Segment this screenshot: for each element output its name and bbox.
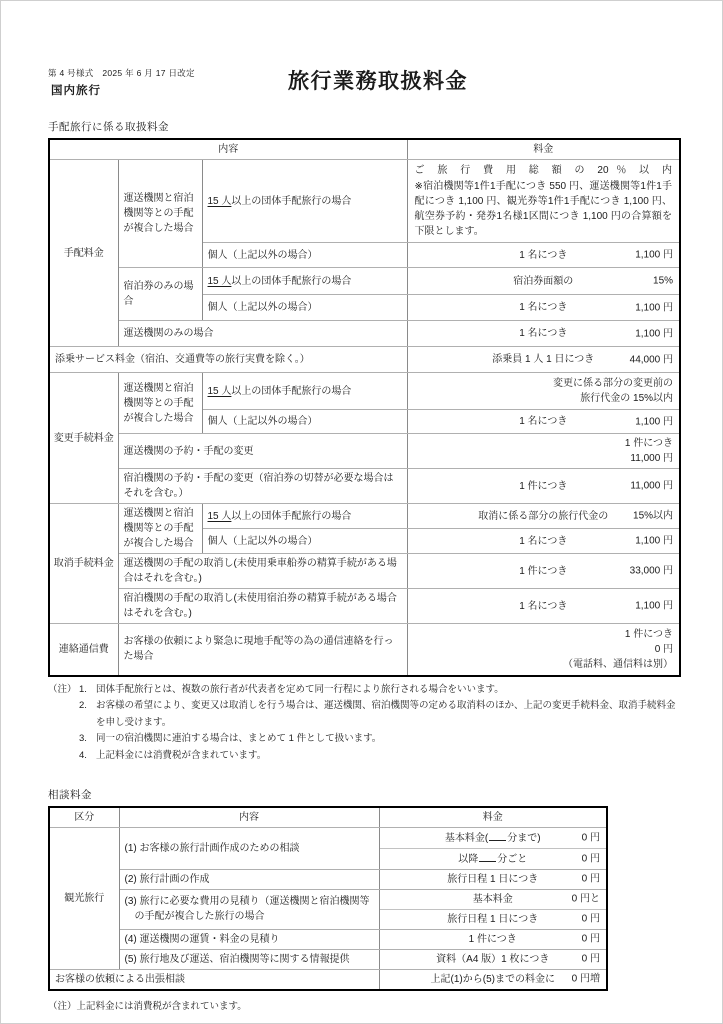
group15-rest: 以上の団体手配旅行の場合: [231, 510, 352, 522]
fee-unit: 1 名につき: [519, 416, 568, 427]
item-2-label: (2) 旅行計画の作成: [119, 869, 379, 889]
fee-cancel-ind: [407, 529, 680, 554]
note-item: [48, 748, 679, 765]
sub-transport-only: 運送機関のみの場合: [118, 321, 407, 347]
fee-amount: 1,100 円: [635, 416, 674, 427]
table-row: [49, 949, 607, 969]
item-3-label: (3) 旅行に必要な費用の見積り（運送機関と宿泊機関等 の手配が複合した旅行の場合: [119, 889, 379, 929]
table-row: [49, 827, 607, 869]
case-individual: 個人（上記以外の場合）: [202, 243, 407, 268]
domestic-travel-label: 国内旅行: [51, 85, 101, 97]
document-header: [48, 67, 679, 113]
note-text: 団体手配旅行とは、複数の旅行者が代表者を定めて同一行程により旅行される場合をいいます。: [96, 683, 504, 695]
fee-amount: 0 円と: [571, 893, 600, 905]
note-number: 3.: [79, 733, 87, 745]
form-revision-line: 第 4 号様式 2025 年 6 月 17 日改定: [48, 68, 195, 78]
fee-line: [380, 848, 607, 869]
sub-combined: 運送機関と宿泊機関等との手配が複合した場合: [118, 160, 202, 268]
fee-amount: 33,000 円: [629, 565, 674, 577]
table-row: [49, 160, 680, 243]
blank-underline: [479, 851, 496, 862]
header-fee: 料金: [407, 139, 680, 160]
note-text: 同一の宿泊機関に連泊する場合は、まとめて 1 件として扱います。: [96, 733, 382, 745]
fee-cancel-lodging: [407, 589, 680, 624]
fee-line: [380, 828, 607, 848]
case-individual: 個人（上記以外の場合）: [202, 295, 407, 321]
table-row: [49, 321, 680, 347]
fee-item-5: [379, 949, 607, 969]
fee-amount: 0 円: [654, 643, 674, 655]
page-content: [48, 67, 679, 1012]
fee-henko-ind: [407, 410, 680, 434]
fee-transport-only: [407, 321, 680, 347]
header-naiyo: 内容: [119, 807, 379, 828]
fee-amount: 1,100 円: [635, 535, 674, 547]
fee-line: [380, 909, 607, 929]
fee-amount: 1,100 円: [635, 600, 674, 612]
note-prefix: （注）: [48, 683, 77, 695]
fee-line: [380, 890, 607, 909]
sub-cancel-transport: 運送機関の手配の取消し(未使用乗車船券の精算手続がある場合はそれを含む。): [118, 554, 407, 589]
fee-henko-group: [407, 373, 680, 410]
case-group15: [202, 160, 407, 243]
fee-amount: 0 円: [581, 873, 600, 885]
fee-amount: 1,100 円: [635, 328, 674, 339]
fee-amount: 44,000 円: [629, 354, 674, 365]
fee-cancel-group: [407, 504, 680, 529]
table-row: [49, 554, 680, 589]
fee-renraku: [407, 624, 680, 676]
sub-cancel-lodging: 宿泊機関の手配の取消し(未使用宿泊券の精算手続がある場合はそれを含む。): [118, 589, 407, 624]
sub-lodging-only: 宿泊券のみの場合: [118, 268, 202, 321]
fee-onsite-consult: [379, 969, 607, 990]
table-row: [49, 373, 680, 410]
note-number: 4.: [79, 750, 87, 761]
category-tenjo: 添乗サービス料金（宿泊、交通費等の旅行実費を除く。）: [49, 347, 407, 373]
fee-unit: 1 件につき: [519, 565, 568, 577]
onsite-consult-label: お客様の依頼による出張相談: [49, 969, 379, 990]
fee-unit: 旅行日程 1 日につき: [447, 873, 539, 885]
fee-amount: 0 円: [581, 953, 600, 965]
fee-unit: 旅行日程 1 日につき: [447, 913, 539, 925]
table-row: [49, 807, 607, 828]
fee-lodging-group: [407, 268, 680, 295]
fee-item-2: [379, 869, 607, 889]
fee-unit: 1 件につき: [468, 933, 517, 945]
category-tehai: 手配料金: [49, 160, 118, 347]
table-row: [49, 589, 680, 624]
case-group15: [202, 504, 407, 529]
fee-unit: 上記(1)から(5)までの料金に: [430, 973, 555, 985]
fee-tehai-group-line1: ご 旅 行 費 用 総 額 の 20 ％ 以 内: [414, 165, 673, 176]
sub-combined: 運送機関と宿泊機関等との手配が複合した場合: [118, 373, 202, 434]
fee-amount: 15%: [653, 275, 674, 287]
category-torikeshi: 取消手続料金: [49, 504, 118, 624]
header-content: 内容: [49, 139, 407, 160]
note-item: [48, 682, 679, 699]
fee-amount: 0 円: [581, 853, 600, 865]
fee-amount: 11,000 円: [630, 480, 674, 492]
note-number: 2.: [79, 700, 87, 712]
fee-cancel-transport: [407, 554, 680, 589]
fee-line: 1 件につき: [624, 438, 674, 449]
note-item: [48, 731, 679, 748]
fee-unit: 1 名につき: [519, 302, 568, 313]
fee-line: 旅行代金の 15%以内: [580, 393, 674, 404]
section1-title: 手配旅行に係る取扱料金: [48, 121, 169, 133]
sub-henko-lodging: 宿泊機関の予約・手配の変更（宿泊券の切替が必要な場合はそれを含む。）: [118, 469, 407, 504]
fee-tehai-group: [407, 160, 680, 243]
fee-line: 変更に係る部分の変更前の: [553, 378, 674, 389]
fee-unit: 1 件につき: [519, 480, 568, 492]
case-group15: [202, 268, 407, 295]
fee-unit: 添乗員 1 人 1 日につき: [492, 354, 595, 365]
table-row: [49, 969, 607, 990]
fee-henko-transport: [407, 434, 680, 469]
group15-underlined: 15 人: [207, 510, 232, 522]
table-row: [49, 889, 607, 929]
fee-unit: 基本料金: [472, 893, 513, 905]
blank-underline: [489, 830, 506, 841]
fee-tehai-group-note: ※宿泊機関等1件1手配につき 550 円、運送機関等1件1手配につき 1,100 円、観光券等1件1手配につき 1,100 円、航空券予約・発券1名様1区間につき 1,100 円の合算額を下限とします。: [414, 181, 673, 237]
item-4-label: (4) 運送機関の運賃・料金の見積り: [119, 929, 379, 949]
table-row: [49, 347, 680, 373]
fee-unit: 以降 分ごと: [458, 854, 527, 865]
fee-unit: 取消に係る部分の旅行代金の: [478, 510, 609, 522]
case-group15: [202, 373, 407, 410]
group15-rest: 以上の団体手配旅行の場合: [231, 275, 352, 287]
group15-rest: 以上の団体手配旅行の場合: [231, 385, 352, 397]
table-row: [49, 929, 607, 949]
table-row: [49, 624, 680, 676]
fee-henko-lodging: [407, 469, 680, 504]
fee-amount: 11,000 円: [630, 453, 674, 464]
header-kubun: 区分: [49, 807, 119, 828]
table-row: [49, 139, 680, 160]
fee-amount: 0 円増: [571, 973, 600, 985]
fee-unit: 1 名につき: [519, 600, 568, 612]
category-renraku: 連絡通信費: [49, 624, 118, 676]
fee-amount: 0 円: [581, 933, 600, 945]
case-individual: 個人（上記以外の場合）: [202, 529, 407, 554]
fee-amount: 0 円: [581, 913, 600, 925]
fee-amount: 1,100 円: [635, 249, 674, 261]
group15-rest: 以上の団体手配旅行の場合: [231, 195, 352, 207]
fee-lodging-ind: [407, 295, 680, 321]
note-text: 上記料金には消費税が含まれています。: [96, 750, 267, 761]
group15-underlined: 15 人: [207, 385, 232, 397]
fee-item-1: [379, 827, 607, 869]
table-row: [49, 268, 680, 295]
table-row: [49, 434, 680, 469]
case-individual: 個人（上記以外の場合）: [202, 410, 407, 434]
fee-amount: 15%以内: [633, 510, 674, 522]
table-row: [49, 869, 607, 889]
fee-item-3: [379, 889, 607, 929]
item-5-label: (5) 旅行地及び運送、宿泊機関等に関する情報提供: [119, 949, 379, 969]
notes-list: [48, 682, 679, 765]
fee-amount: 1,100 円: [635, 302, 674, 313]
note-item: [48, 698, 679, 731]
category-henko: 変更手続料金: [49, 373, 118, 504]
handling-fee-table: [48, 138, 681, 677]
sub-renraku-case: お客様の依頼により緊急に現地手配等の為の通信連絡を行った場合: [118, 624, 407, 676]
group15-underlined: 15 人: [207, 195, 232, 207]
table-row: [49, 469, 680, 504]
fee-unit: 資料（A4 版）1 枚につき: [436, 953, 550, 965]
section2-title: 相談料金: [48, 788, 92, 801]
fee-line: 1 件につき: [624, 628, 674, 640]
note-number: 1.: [79, 683, 87, 695]
page-title: 旅行業務取扱料金: [288, 70, 468, 93]
sub-henko-transport: 運送機関の予約・手配の変更: [118, 434, 407, 469]
fee-unit: 1 名につき: [519, 328, 568, 339]
item-1-label: (1) お客様の旅行計画作成のための相談: [119, 827, 379, 869]
table2-note: （注）上記料金には消費税が含まれています。: [48, 1000, 247, 1012]
fee-tenjo: [407, 347, 680, 373]
sub-combined: 運送機関と宿泊機関等との手配が複合した場合: [118, 504, 202, 554]
fee-unit: 1 名につき: [519, 535, 568, 547]
kubun-kanko: 観光旅行: [49, 827, 119, 969]
header-ryokin: 料金: [379, 807, 607, 828]
fee-unit: 宿泊券面額の: [513, 275, 574, 287]
table-row: [49, 504, 680, 529]
fee-amount: 0 円: [581, 832, 600, 844]
fee-unit: 1 名につき: [519, 249, 568, 261]
fee-item-4: [379, 929, 607, 949]
fee-unit: 基本料金( 分まで): [445, 833, 541, 844]
group15-underlined: 15 人: [207, 275, 232, 287]
fee-note: （電話料、通信料は別）: [563, 658, 674, 670]
consultation-fee-table: [48, 806, 608, 991]
note-text: お客様の希望により、変更又は取消しを行う場合は、運送機関、宿泊機関等の定める取消料のほか、上記の変更手続料金、取消手続料金を申し受けます。: [96, 700, 676, 728]
fee-tehai-ind: [407, 243, 680, 268]
